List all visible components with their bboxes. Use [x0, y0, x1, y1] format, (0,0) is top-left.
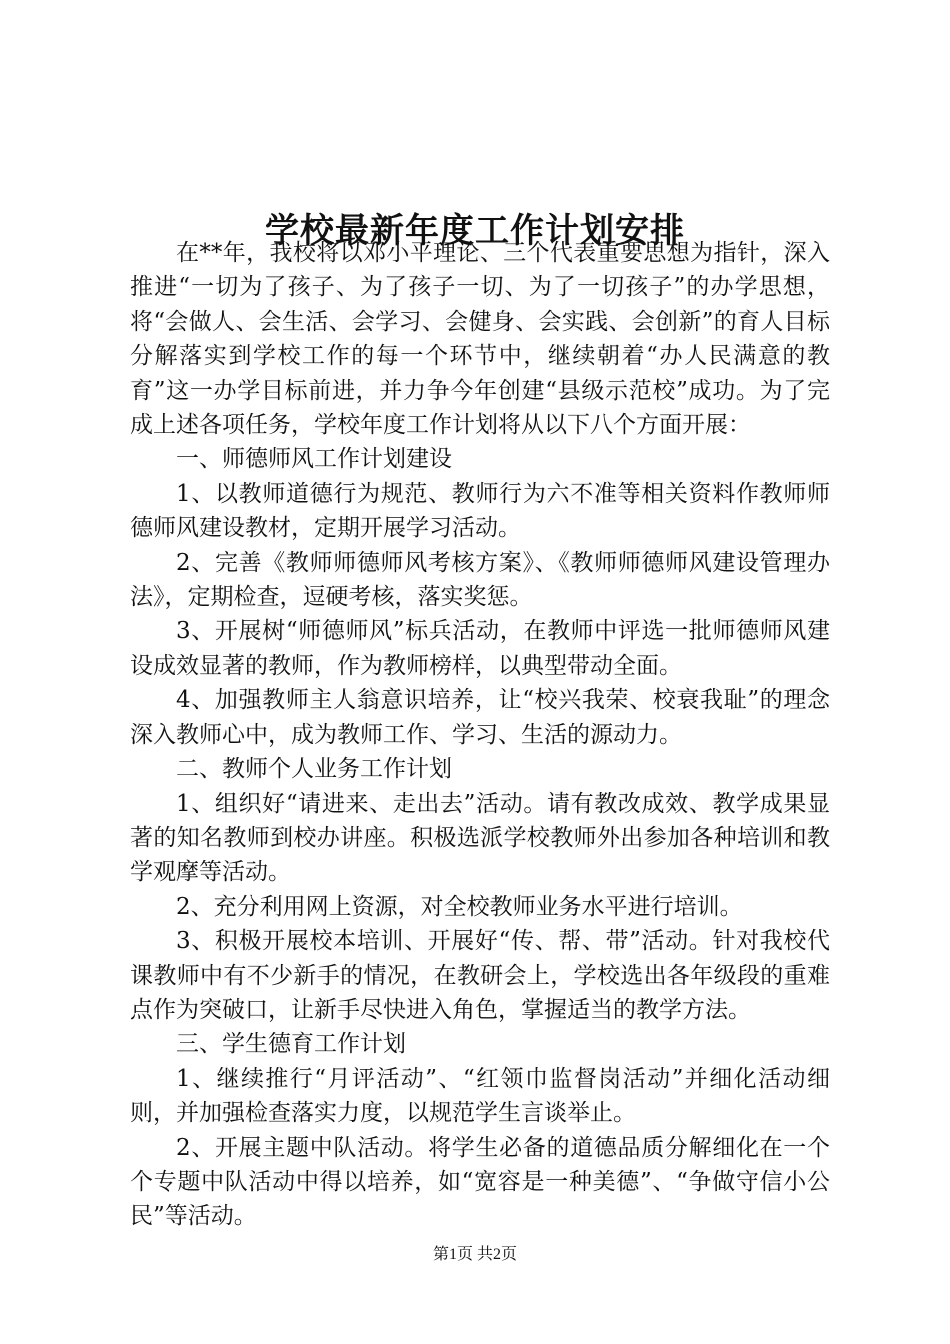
page-number-footer: 第1页 共2页	[432, 1246, 517, 1263]
document-title: 学校最新年度工作计划安排	[265, 210, 685, 251]
section-item: 4、加强教师主人翁意识培养，让“校兴我荣、校衰我耻”的理念深入教师心中，成为教师工作、学习、生活的源动力。	[130, 687, 830, 748]
section-item: 2、开展主题中队活动。将学生必备的道德品质分解细化在一个个专题中队活动中得以培养，如“宽容是一种美德”、“争做守信小公民”等活动。	[130, 1134, 830, 1230]
intro-paragraph: 在**年，我校将以邓小平理论、三个代表重要思想为指针，深入推进“一切为了孩子、为了孩子一切、为了一切孩子”的办学思想，将“会做人、会生活、会学习、会健身、会实践、会创新”的育人目标分解落实到学校工作的每一个环节中，继续朝着“办人民满意的教育”这一办学目标前进，并力争今年创建“县级示范校”成功。为了完成上述各项任务，学校年度工作计划将从以下八个方面开展：	[130, 240, 830, 439]
document-body	[130, 236, 830, 1234]
section-item: 3、积极开展校本培训、开展好“传、帮、带”活动。针对我校代课教师中有不少新手的情况，在教研会上，学校选出各年级段的重难点作为突破口，让新手尽快进入角色，掌握适当的教学方法。	[130, 928, 830, 1023]
section-item: 2、完善《教师师德师风考核方案》、《教师师德师风建设管理办法》，定期检查，逗硬考核，落实奖惩。	[130, 549, 830, 611]
section-heading: 三、学生德育工作计划	[176, 1031, 406, 1058]
section-item: 1、以教师道德行为规范、教师行为六不准等相关资料作教师师德师风建设教材，定期开展学习活动。	[130, 480, 830, 542]
section-item: 1、组织好“请进来、走出去”活动。请有教改成效、教学成果显著的知名教师到校办讲座。积极选派学校教师外出参加各种培训和教学观摩等活动。	[130, 790, 830, 886]
section-item: 2、充分利用网上资源，对全校教师业务水平进行培训。	[176, 893, 743, 920]
section-heading: 一、师德师风工作计划建设	[176, 446, 452, 473]
section-item: 3、开展树“师德师风”标兵活动，在教师中评选一批师德师风建设成效显著的教师，作为教师榜样，以典型带动全面。	[130, 618, 830, 679]
section-item: 1、继续推行“月评活动”、“红领巾监督岗活动”并细化活动细则，并加强检查落实力度，以规范学生言谈举止。	[130, 1065, 830, 1127]
section-heading: 二、教师个人业务工作计划	[176, 756, 452, 783]
